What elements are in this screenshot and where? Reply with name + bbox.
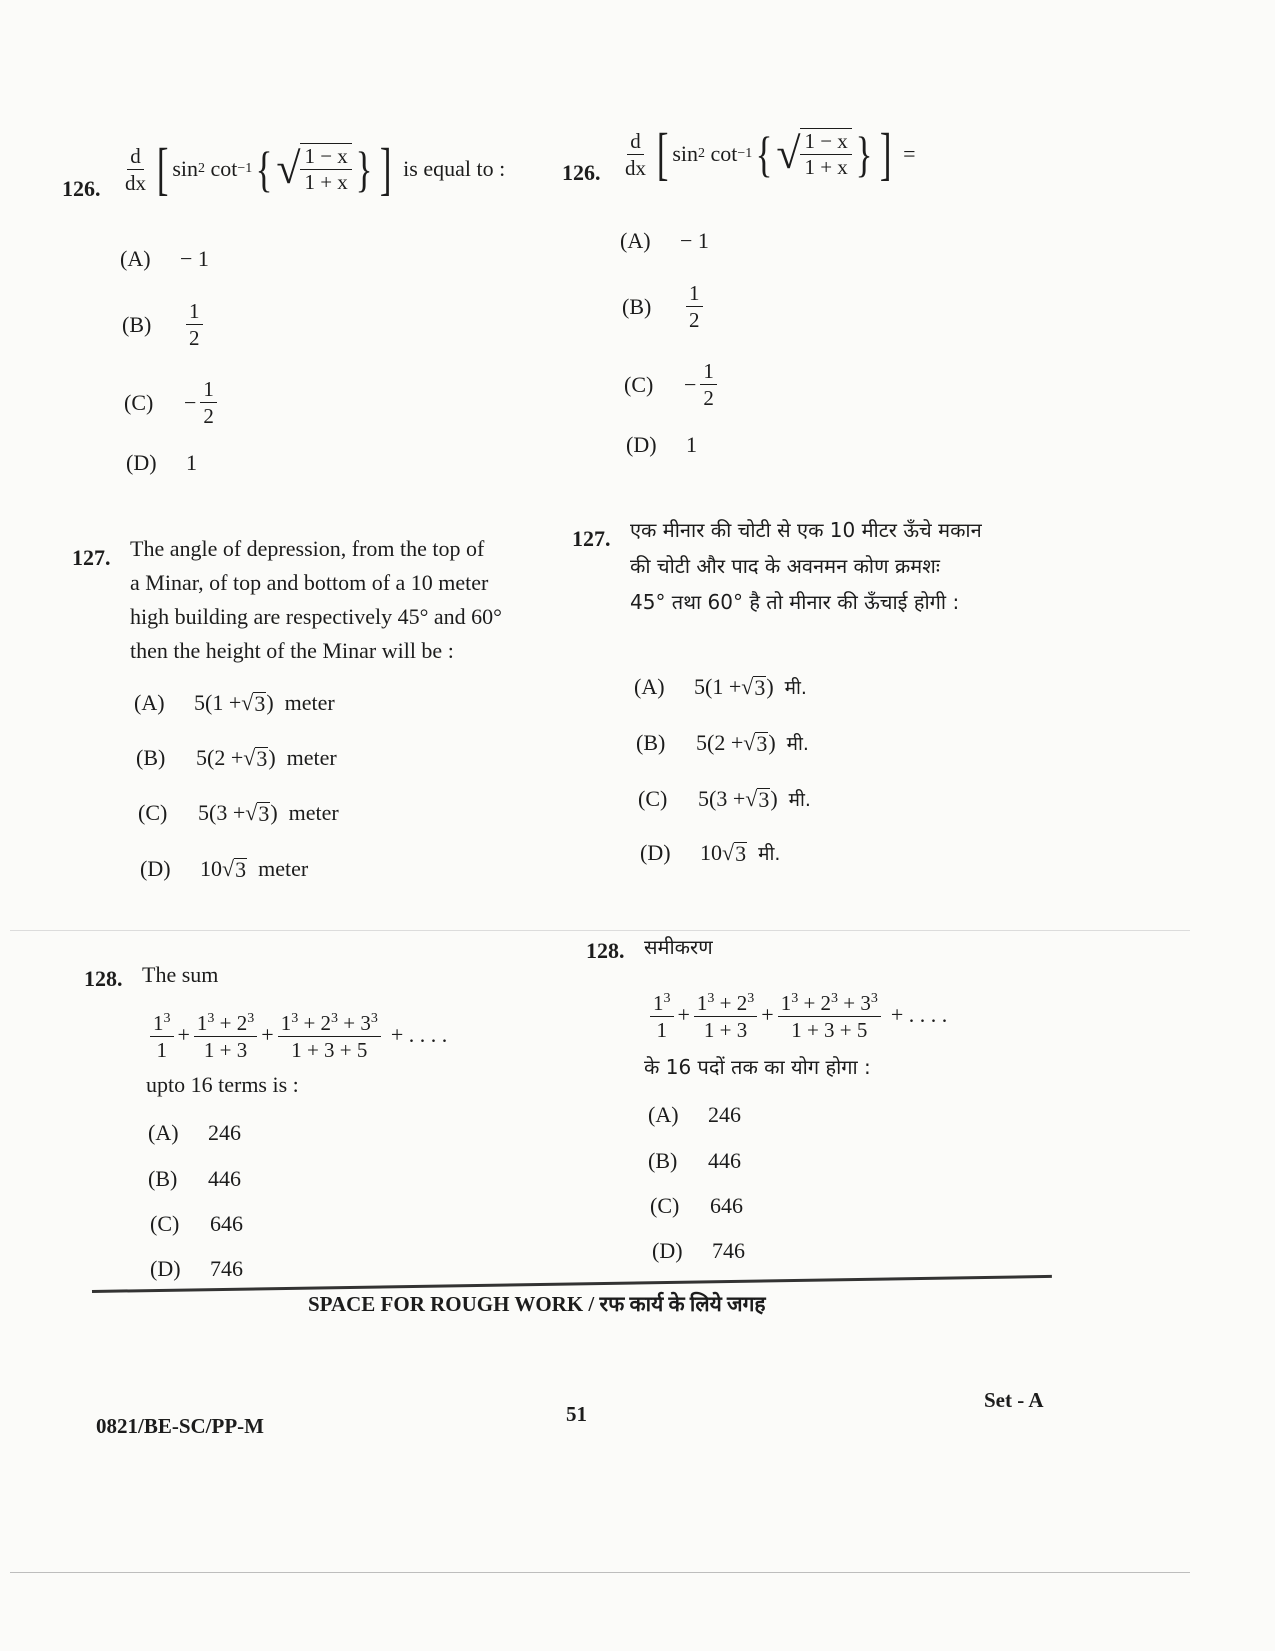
q128-intro-hi: समीकरण <box>644 935 713 959</box>
q126-option-c-en: (C) − $\frac{1}{2}$ <box>124 376 221 429</box>
q127-option-a-hi: (A) 5(1 + √ 3 ) मी. <box>634 674 807 700</box>
q127-option-d-hi: (D) 10 √ 3 मी. <box>640 840 781 866</box>
q126-number-en: 126. <box>62 176 101 201</box>
q128-option-a-en: (A) 246 <box>148 1120 241 1145</box>
q127-option-b-hi: (B) 5(2 + √ 3 ) मी. <box>636 730 809 756</box>
q126-option-a-en: (A) − 1 <box>120 246 209 271</box>
q126-option-a-hi: (A) − 1 <box>620 228 709 253</box>
q127-number-hi: 127. <box>572 526 611 551</box>
q128-option-a-hi: (A) 246 <box>648 1102 741 1127</box>
q126-option-b-hi: (B) $\frac{1}{2}$ <box>622 280 707 333</box>
q128-option-c-en: (C) 646 <box>150 1211 243 1236</box>
q127-option-d-en: (D) 10 √ 3 meter <box>140 856 309 882</box>
q128-option-c-hi: (C) 646 <box>650 1193 743 1218</box>
q128-option-b-en: (B) 446 <box>148 1166 241 1191</box>
q126-option-d-hi: (D) 1 <box>626 432 697 457</box>
q128-number-hi: 128. <box>586 938 625 963</box>
q127-option-c-en: (C) 5(3 + √ 3 ) meter <box>138 800 339 826</box>
rough-work-label: SPACE FOR ROUGH WORK / रफ कार्य के लिये जगह <box>308 1292 766 1316</box>
derivative-operator: $\frac{d}{dx}$ <box>125 143 146 195</box>
q127-question-hi: एक मीनार की चोटी से एक 10 मीटर ऊँचे मकान की चोटी और पाद के अवनमन कोण क्रमशः 45° तथा 60° है तो मीनार की ऊँचाई होगी : <box>630 518 982 614</box>
q128-outro-hi: के 16 पदों तक का योग होगा : <box>644 1055 871 1079</box>
q126-expression-hi: $\frac{d}{dx}$ [ sin 2 cot −1 { √ 1 − x 1 + x } ] = <box>625 121 916 186</box>
q128-option-d-en: (D) 746 <box>150 1256 243 1281</box>
q126-option-d-en: (D) 1 <box>126 450 197 475</box>
q128-series-en: $\frac{1^3}{1}$ + $\frac{1^3 + 2^3}{1 + 3}$ + $\frac{1^3 + 2^3 + 3^3}{1 + 3 + 5}$ + . . . . <box>146 1006 447 1063</box>
q126-expression-en: $\frac{d}{dx}$ [ sin 2 cot −1 { √ 1 − x 1 + x } ] is equal to : <box>118 140 505 198</box>
q127-number-en: 127. <box>72 545 111 570</box>
q128-number-en: 128. <box>84 966 123 991</box>
set-label: Set - A <box>984 1388 1044 1412</box>
q126-option-b-en: (B) $\frac{1}{2}$ <box>122 298 207 351</box>
q128-series-hi: $\frac{1^3}{1}$ + $\frac{1^3 + 2^3}{1 + 3}$ + $\frac{1^3 + 2^3 + 3^3}{1 + 3 + 5}$ + . . . . <box>646 986 947 1043</box>
q128-intro-en: The sum <box>142 962 219 987</box>
paper-code: 0821/BE-SC/PP-M <box>96 1414 264 1438</box>
q126-number-hi: 126. <box>562 160 601 185</box>
page-number: 51 <box>566 1402 587 1426</box>
q128-option-d-hi: (D) 746 <box>652 1238 745 1263</box>
q127-option-c-hi: (C) 5(3 + √ 3 ) मी. <box>638 786 811 812</box>
q128-option-b-hi: (B) 446 <box>648 1148 741 1173</box>
bottom-scan-line <box>10 1572 1190 1573</box>
section-divider <box>10 930 1190 931</box>
q128-outro-en: upto 16 terms is : <box>146 1072 299 1097</box>
q126-option-c-hi: (C) − $\frac{1}{2}$ <box>624 358 721 411</box>
q127-option-a-en: (A) 5(1 + √ 3 ) meter <box>134 690 335 716</box>
sqrt-fraction: √ 1 − x 1 + x <box>276 143 352 195</box>
q127-question-en: The angle of depression, from the top of a Minar, of top and bottom of a 10 meter high building are respectively 45° and 60° then the height of the Minar will be : <box>130 536 502 663</box>
q127-option-b-en: (B) 5(2 + √ 3 ) meter <box>136 745 337 771</box>
